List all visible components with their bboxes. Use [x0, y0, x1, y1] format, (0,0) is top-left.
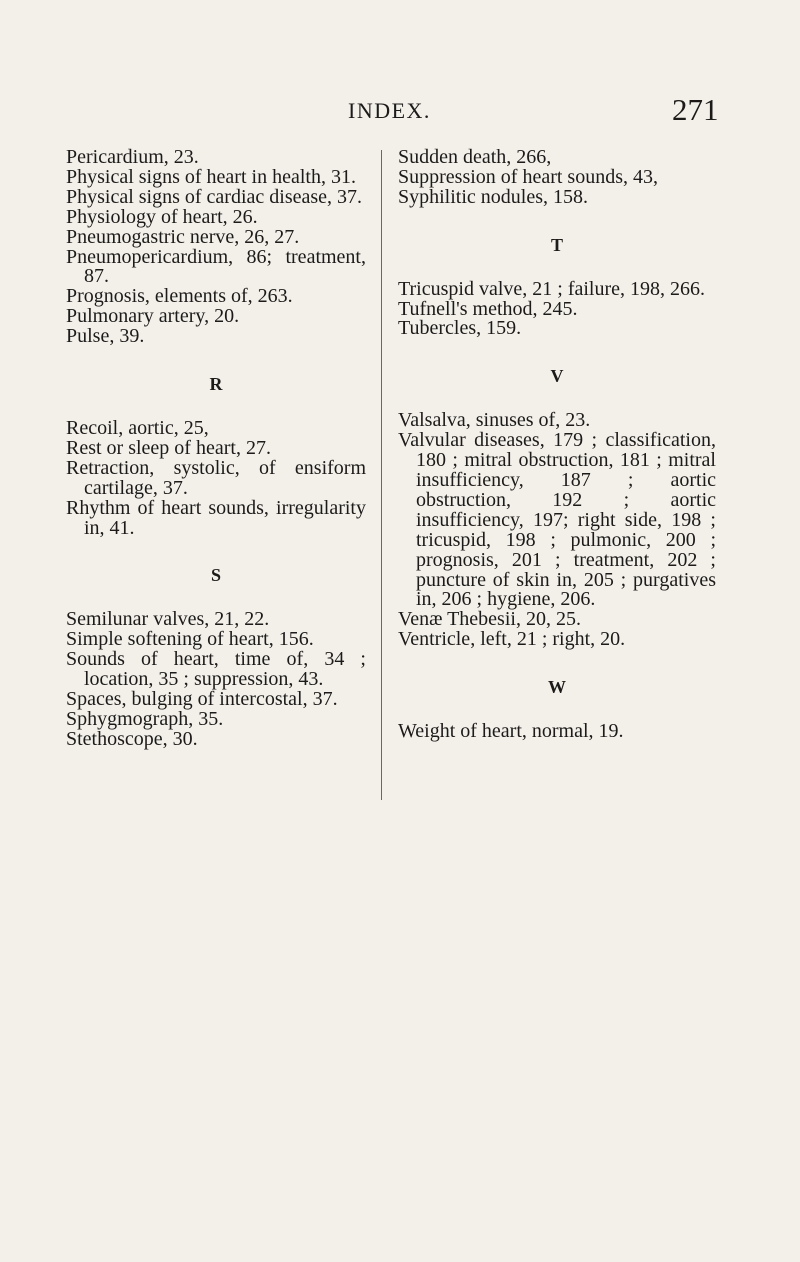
index-entry: Sphygmograph, 35.	[66, 707, 224, 730]
index-entry: Valsalva, sinuses of, 23.	[398, 409, 591, 432]
page-header	[0, 92, 800, 132]
column-divider	[381, 150, 382, 800]
index-entry: Recoil, aortic, 25,	[66, 416, 209, 439]
index-entry: Retraction, systolic, of ensiform cartilage, 37.	[66, 456, 366, 499]
page-number: 271	[672, 92, 719, 127]
running-head: INDEX.	[348, 98, 431, 123]
index-entry: Physical signs of cardiac disease, 37.	[66, 185, 363, 208]
index-entry: Weight of heart, normal, 19.	[398, 720, 624, 743]
index-entry: Suppression of heart sounds, 43,	[398, 165, 658, 188]
index-entry: Tubercles, 159.	[398, 317, 522, 340]
index-entry: Prognosis, elements of, 263.	[66, 285, 293, 308]
index-entry: Pericardium, 23.	[66, 146, 199, 168]
index-entry: Physiology of heart, 26.	[66, 205, 258, 228]
index-entry: Simple softening of heart, 156.	[66, 628, 314, 651]
index-entry: Pneumogastric nerve, 26, 27.	[66, 225, 300, 248]
index-entry: Tricuspid valve, 21 ; failure, 198, 266.	[398, 277, 706, 300]
index-column-right	[398, 148, 716, 742]
index-column-left	[66, 148, 366, 750]
index-entry: Spaces, bulging of intercostal, 37.	[66, 687, 338, 710]
section-letter-v: V	[550, 366, 564, 387]
index-entry: Pulmonary artery, 20.	[66, 305, 240, 328]
index-entry: Physical signs of heart in health, 31.	[66, 165, 356, 188]
index-entry: Syphilitic nodules, 158.	[398, 185, 588, 208]
index-entry: Pneumopericardium, 86; treatment, 87.	[66, 245, 366, 288]
section-letter-r: R	[209, 374, 223, 395]
index-entry: Semilunar valves, 21, 22.	[66, 608, 270, 631]
index-entry: Valvular diseases, 179 ; classification, 180 ; mitral obstruction, 181 ; mitral insufficiency, 187 ; aortic obstruction, 192 ; aortic insufficiency, 197; right side, 198 ; tricuspid, 198 ; pulmonic, 200 ; prognosis, 201 ; treatment, 202 ; puncture of skin in, 205 ; purgatives in, 206 ; hygiene, 206.	[398, 429, 716, 611]
index-entry: Sudden death, 266,	[398, 146, 552, 168]
index-entry: Stethoscope, 30.	[66, 727, 198, 750]
section-letter-s: S	[210, 565, 221, 586]
index-entry: Venæ Thebesii, 20, 25.	[398, 608, 581, 631]
index-entry: Sounds of heart, time of, 34 ; location, 35 ; suppression, 43.	[66, 648, 366, 691]
index-entry: Tufnell's method, 245.	[398, 297, 578, 320]
index-entry: Pulse, 39.	[66, 325, 145, 348]
index-entry: Rhythm of heart sounds, irregularity in, 41.	[66, 496, 366, 539]
section-letter-w: W	[548, 677, 566, 698]
index-entry: Rest or sleep of heart, 27.	[66, 436, 271, 459]
index-entry: Ventricle, left, 21 ; right, 20.	[398, 628, 626, 651]
section-letter-t: T	[550, 234, 563, 255]
